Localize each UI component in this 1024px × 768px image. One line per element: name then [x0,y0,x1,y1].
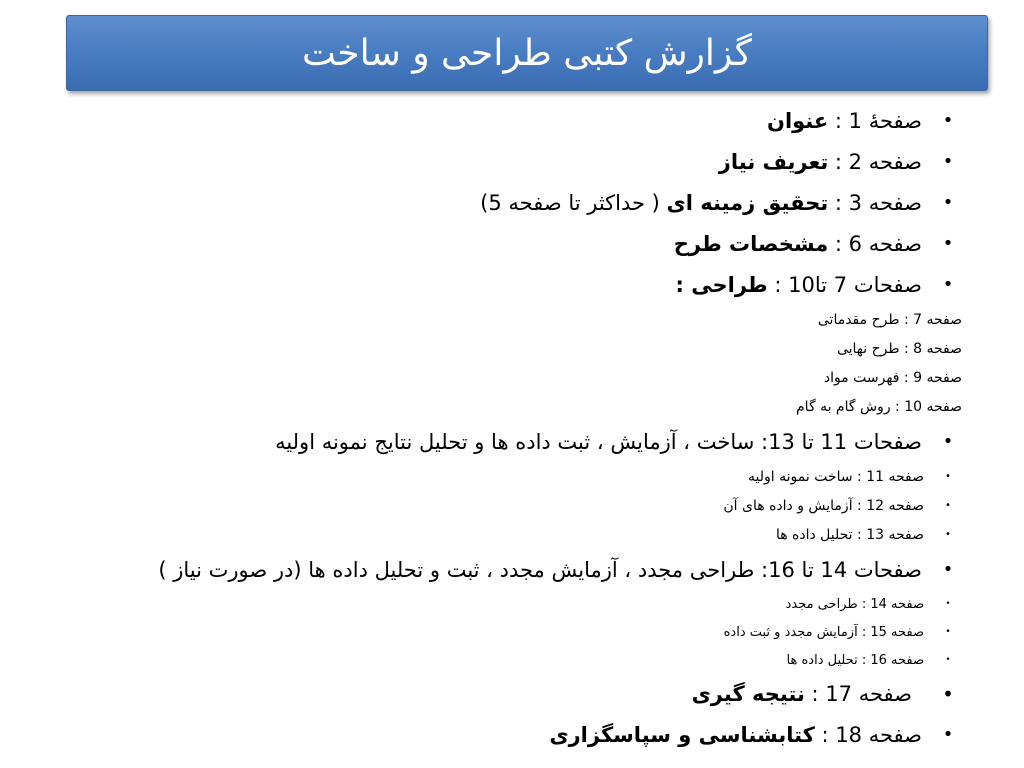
bullet-icon: • [942,559,954,580]
bullet-icon: • [942,192,954,213]
sub-item-text: صفحه 8 : طرح نهایی [836,340,962,357]
list-item [42,100,962,141]
sub-item [42,590,962,618]
bullet-icon: • [942,682,954,706]
list-item [42,141,962,182]
list-item-text: صفحهٔ 1 : عنوان [767,108,922,133]
content-list [42,100,962,755]
list-item-text: صفحه 3 : تحقیق زمینه ای ( حداکثر تا صفحه 5) [480,190,922,215]
sub-item-text: صفحه 16 : تحلیل داده ها [786,652,924,668]
bullet-icon: • [945,627,951,637]
sub-item [42,392,962,421]
list-item [42,549,962,590]
list-item-text: صفحات 11 تا 13: ساخت ، آزمایش ، ثبت داده ها و تحلیل نتایج نمونه اولیه [275,429,922,454]
slide-title: گزارش کتبی طراحی و ساخت [302,32,752,74]
sub-item-text: صفحه 14 : طراحی مجدد [785,596,924,612]
bullet-icon: • [945,529,951,540]
sub-item [42,646,962,674]
sub-item-text: صفحه 10 : روش گام به گام [796,398,962,415]
sub-item [42,491,962,520]
list-item [42,674,962,714]
list-item-text: صفحات 7 تا10 : طراحی : [675,272,922,297]
list-item [42,714,962,755]
list-item [42,264,962,305]
sub-item [42,334,962,363]
list-item [42,182,962,223]
list-item-text: صفحه 6 : مشخصات طرح [673,231,922,256]
sub-item [42,462,962,491]
list-item-text: صفحه 17 : نتیجه گیری [691,682,912,706]
sub-item-text: صفحه 15 : آزمایش مجدد و ثبت داده [723,624,924,640]
sub-item-text: صفحه 9 : فهرست مواد [823,369,962,386]
sub-item-text: صفحه 11 : ساخت نمونه اولیه [748,468,924,485]
bullet-icon: • [945,471,951,482]
bullet-icon: • [942,724,954,745]
bullet-icon: • [942,151,954,172]
bullet-icon: • [942,431,954,452]
bullet-icon: • [942,110,954,131]
bullet-icon: • [942,274,954,295]
sub-item-text: صفحه 13 : تحلیل داده ها [775,526,924,543]
slide-title-bar [66,15,988,91]
bullet-icon: • [942,233,954,254]
bullet-icon: • [945,599,951,609]
bullet-icon: • [945,500,951,511]
list-item-text: صفحات 14 تا 16: طراحی مجدد ، آزمایش مجدد ، ثبت و تحلیل داده ها (در صورت نیاز ) [158,557,922,582]
list-item-text: صفحه 18 : کتابشناسی و سپاسگزاری [549,722,922,747]
sub-item [42,618,962,646]
list-item [42,223,962,264]
sub-item [42,520,962,549]
sub-item [42,305,962,334]
sub-item-text: صفحه 12 : آزمایش و داده های آن [723,497,924,514]
bullet-icon: • [945,655,951,665]
list-item [42,421,962,462]
list-item-text: صفحه 2 : تعریف نیاز [718,149,922,174]
sub-item-text: صفحه 7 : طرح مقدماتی [817,311,962,328]
sub-item [42,363,962,392]
